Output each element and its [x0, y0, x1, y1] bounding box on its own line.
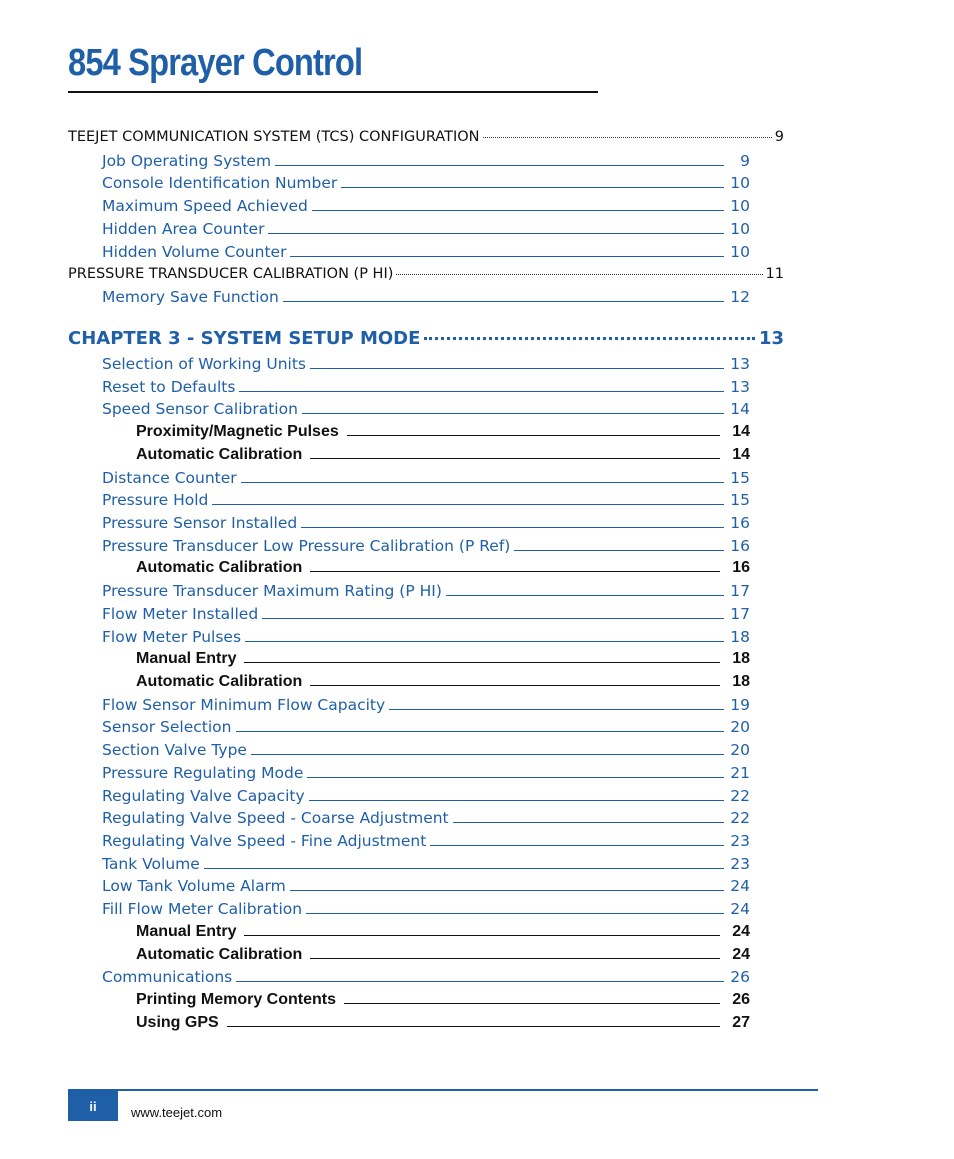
toc-leader	[251, 754, 724, 755]
toc-leader	[241, 482, 724, 483]
toc-entry-page: 10	[730, 173, 750, 192]
toc-entry-page: 13	[730, 354, 750, 373]
toc-entry-page: 22	[730, 786, 750, 805]
toc-leader	[424, 337, 755, 340]
toc-entry-title: PRESSURE TRANSDUCER CALIBRATION (P HI)	[68, 266, 394, 283]
toc-entry-page: 14	[732, 422, 750, 440]
toc-entry-page: 10	[730, 196, 750, 215]
toc-entry-title: Pressure Hold	[102, 490, 209, 509]
toc-leader	[236, 981, 724, 982]
toc-leader	[309, 800, 724, 801]
toc-entry-page: 14	[730, 399, 750, 418]
toc-entry[interactable]	[102, 900, 750, 918]
toc-leader	[344, 1003, 720, 1004]
toc-leader	[302, 413, 724, 414]
toc-entry-title: Hidden Volume Counter	[102, 242, 287, 261]
toc-leader	[312, 210, 724, 211]
toc-entry-page: 23	[730, 831, 750, 850]
toc-entry-page: 10	[730, 242, 750, 261]
toc-entry[interactable]	[102, 696, 750, 714]
toc-entry[interactable]	[102, 537, 750, 555]
toc-entry[interactable]	[102, 718, 750, 736]
toc-entry[interactable]	[102, 469, 750, 487]
toc-entry[interactable]	[102, 174, 750, 192]
toc-entry-title: Automatic Calibration	[136, 945, 303, 963]
toc-entry-page: 16	[732, 558, 750, 576]
toc-entry-title: Speed Sensor Calibration	[102, 399, 298, 418]
toc-entry-title: Pressure Sensor Installed	[102, 513, 298, 532]
toc-entry-page: 21	[730, 763, 750, 782]
toc-entry-page: 14	[732, 445, 750, 463]
toc-entry-page: 11	[765, 266, 784, 283]
toc-entry-title: Regulating Valve Speed - Coarse Adjustment	[102, 808, 449, 827]
toc-entry-title: Automatic Calibration	[136, 672, 303, 690]
toc-entry-title: Manual Entry	[136, 649, 237, 667]
toc-entry[interactable]	[102, 491, 750, 509]
toc-entry-title: Printing Memory Contents	[136, 990, 337, 1008]
toc-leader	[244, 935, 720, 936]
toc-entry-title: Fill Flow Meter Calibration	[102, 899, 303, 918]
toc-leader	[239, 391, 724, 392]
toc-entry-title: Tank Volume	[102, 854, 200, 873]
toc-leader	[483, 137, 772, 138]
toc-entry-title: Proximity/Magnetic Pulses	[136, 422, 339, 440]
toc-entry-title: Distance Counter	[102, 468, 237, 487]
toc-entry[interactable]	[136, 650, 750, 668]
toc-entry-title: Reset to Defaults	[102, 377, 236, 396]
toc-entry-page: 23	[730, 854, 750, 873]
toc-leader	[341, 187, 724, 188]
toc-entry-page: 24	[732, 945, 750, 963]
toc-leader	[204, 868, 724, 869]
toc-leader	[310, 685, 720, 686]
toc-entry[interactable]	[102, 809, 750, 827]
toc-entry-title: Selection of Working Units	[102, 354, 306, 373]
toc-entry-page: 15	[730, 490, 750, 509]
page-number: ii	[68, 1091, 118, 1121]
toc-entry[interactable]	[102, 832, 750, 850]
toc-entry[interactable]	[102, 400, 750, 418]
toc-entry[interactable]	[102, 197, 750, 215]
toc-entry-page: 18	[732, 672, 750, 690]
toc-leader	[446, 595, 724, 596]
toc-entry-title: Automatic Calibration	[136, 445, 303, 463]
toc-entry-page: 24	[730, 876, 750, 895]
toc-entry-title: Flow Meter Installed	[102, 604, 259, 623]
toc-entry[interactable]	[102, 968, 750, 986]
toc-entry-title: Pressure Regulating Mode	[102, 763, 304, 782]
toc-entry-page: 16	[730, 536, 750, 555]
toc-entry[interactable]	[102, 764, 750, 782]
footer-url: www.teejet.com	[131, 1105, 223, 1120]
toc-entry[interactable]	[102, 855, 750, 873]
toc-leader	[310, 458, 720, 459]
toc-entry[interactable]	[102, 605, 750, 623]
toc-leader	[244, 662, 720, 663]
toc-entry[interactable]	[136, 423, 750, 441]
toc-entry[interactable]	[102, 378, 750, 396]
toc-entry[interactable]	[102, 877, 750, 895]
toc-entry-title: Console Identification Number	[102, 173, 338, 192]
toc-entry[interactable]	[68, 266, 784, 282]
toc-leader	[306, 913, 724, 914]
toc-leader	[236, 731, 725, 732]
toc-entry-page: 17	[730, 604, 750, 623]
toc-entry-title: Flow Meter Pulses	[102, 627, 242, 646]
toc-leader	[453, 822, 724, 823]
toc-entry[interactable]	[102, 514, 750, 532]
toc-leader	[268, 233, 724, 234]
toc-entry-page: 18	[732, 649, 750, 667]
toc-leader	[514, 550, 724, 551]
toc-entry-title: Manual Entry	[136, 922, 237, 940]
toc-leader	[275, 165, 724, 166]
toc-entry-page: 19	[730, 695, 750, 714]
toc-entry-page: 15	[730, 468, 750, 487]
toc-leader	[396, 274, 762, 275]
toc-entry[interactable]	[136, 946, 750, 964]
toc-entry[interactable]	[102, 628, 750, 646]
toc-entry-title: Low Tank Volume Alarm	[102, 876, 286, 895]
toc-entry-title: Hidden Area Counter	[102, 219, 265, 238]
toc-chapter-heading[interactable]	[68, 328, 784, 349]
toc-leader	[212, 504, 724, 505]
toc-entry[interactable]	[136, 923, 750, 941]
toc-entry[interactable]	[136, 559, 750, 577]
toc-entry-page: 20	[730, 740, 750, 759]
toc-entry-title: Pressure Transducer Low Pressure Calibration (P Ref)	[102, 536, 511, 555]
toc-entry[interactable]	[102, 582, 750, 600]
toc-entry-page: 13	[730, 377, 750, 396]
toc-entry-page: 18	[730, 627, 750, 646]
toc-leader	[430, 845, 724, 846]
toc-entry-title: Using GPS	[136, 1013, 219, 1031]
toc-entry[interactable]	[102, 741, 750, 759]
toc-entry-title: Maximum Speed Achieved	[102, 196, 308, 215]
toc-entry[interactable]	[102, 787, 750, 805]
toc-entry-title: CHAPTER 3 - SYSTEM SETUP MODE	[68, 328, 421, 350]
title-divider	[68, 91, 598, 93]
toc-entry-page: 9	[740, 151, 750, 170]
toc-entry[interactable]	[136, 1014, 750, 1032]
toc-entry-page: 27	[732, 1013, 750, 1031]
toc-entry-page: 16	[730, 513, 750, 532]
toc-entry-title: Regulating Valve Capacity	[102, 786, 305, 805]
footer-divider	[68, 1089, 818, 1091]
toc-entry-title: TEEJET COMMUNICATION SYSTEM (TCS) CONFIGURATION	[68, 129, 480, 146]
toc-entry-title: Section Valve Type	[102, 740, 247, 759]
toc-entry-page: 26	[732, 990, 750, 1008]
toc-leader	[307, 777, 724, 778]
toc-leader	[283, 301, 724, 302]
page-title: 854 Sprayer Control	[68, 42, 363, 84]
toc-entry-page: 24	[732, 922, 750, 940]
toc-entry[interactable]	[136, 991, 750, 1009]
toc-leader	[301, 527, 724, 528]
toc-entry[interactable]	[102, 288, 750, 306]
toc-entry-page: 10	[730, 219, 750, 238]
toc-entry-page: 12	[730, 287, 750, 306]
toc-entry-title: Flow Sensor Minimum Flow Capacity	[102, 695, 386, 714]
toc-entry[interactable]	[102, 355, 750, 373]
toc-entry-title: Communications	[102, 967, 233, 986]
toc-leader	[262, 618, 724, 619]
toc-entry-title: Job Operating System	[102, 151, 272, 170]
toc-entry-page: 26	[730, 967, 750, 986]
toc-entry[interactable]	[102, 152, 750, 170]
toc-entry[interactable]	[102, 243, 750, 261]
toc-entry-page: 22	[730, 808, 750, 827]
toc-entry-page: 9	[774, 129, 784, 146]
toc-entry-title: Memory Save Function	[102, 287, 279, 306]
toc-entry[interactable]	[136, 446, 750, 464]
toc-leader	[389, 709, 724, 710]
toc-leader	[290, 256, 724, 257]
toc-leader	[347, 435, 720, 436]
toc-leader	[310, 368, 724, 369]
toc-entry-title: Automatic Calibration	[136, 558, 303, 576]
toc-leader	[310, 958, 720, 959]
toc-entry-title: Regulating Valve Speed - Fine Adjustment	[102, 831, 427, 850]
toc-entry[interactable]	[102, 220, 750, 238]
toc-entry-title: Sensor Selection	[102, 717, 232, 736]
toc-leader	[290, 890, 724, 891]
toc-entry-page: 17	[730, 581, 750, 600]
toc-entry[interactable]	[136, 673, 750, 691]
toc-entry-page: 20	[730, 717, 750, 736]
toc-leader	[245, 641, 724, 642]
toc-entry-page: 24	[730, 899, 750, 918]
toc-leader	[227, 1026, 720, 1027]
toc-leader	[310, 571, 720, 572]
toc-entry-page: 13	[758, 328, 784, 350]
toc-entry-title: Pressure Transducer Maximum Rating (P HI)	[102, 581, 442, 600]
toc-entry[interactable]	[68, 129, 784, 145]
